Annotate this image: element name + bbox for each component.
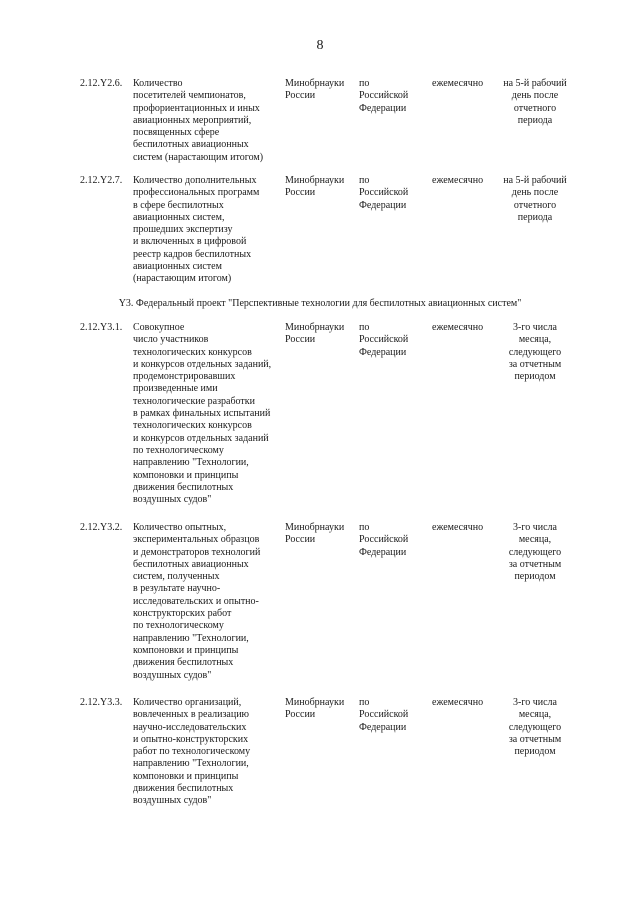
frequency-line: ежемесячно bbox=[432, 78, 484, 89]
indicator-name-line: систем, полученных bbox=[133, 571, 220, 583]
deadline bbox=[497, 522, 573, 583]
row-code-line: 2.12.Y3.2. bbox=[80, 522, 123, 533]
indicator-name-line: конструкторских работ bbox=[133, 608, 232, 620]
deadline-line: отчетного bbox=[513, 102, 557, 114]
indicator-name-line: (нарастающим итогом) bbox=[133, 273, 232, 285]
indicator-name-line: воздушных судов" bbox=[133, 494, 212, 506]
indicator-name-line: исследовательских и опытно- bbox=[133, 595, 259, 607]
aggregation-level-line: Российской bbox=[359, 534, 409, 546]
indicator-name-line: движения беспилотных bbox=[133, 657, 234, 669]
aggregation-level-line: по bbox=[359, 78, 370, 89]
aggregation-level bbox=[359, 175, 429, 212]
indicator-name-line: воздушных судов" bbox=[133, 669, 212, 681]
row-code-line: 2.12.Y2.7. bbox=[80, 175, 123, 186]
indicator-name-line: технологических конкурсов bbox=[133, 420, 252, 432]
indicator-name-line: воздушных судов" bbox=[133, 795, 212, 807]
aggregation-level bbox=[359, 697, 429, 734]
frequency-line: ежемесячно bbox=[432, 697, 484, 708]
indicator-name-line: число участников bbox=[133, 334, 209, 346]
indicator-name bbox=[133, 522, 283, 682]
indicator-name-line: направлению "Технологии, bbox=[133, 758, 249, 770]
aggregation-level bbox=[359, 522, 429, 559]
indicator-name-line: движения беспилотных bbox=[133, 481, 234, 493]
indicator-name-line: профориентационных и иных bbox=[133, 102, 260, 114]
indicator-name-line: посетителей чемпионатов, bbox=[133, 90, 246, 102]
aggregation-level-line: Российской bbox=[359, 90, 409, 102]
responsible-org bbox=[285, 697, 357, 722]
deadline-line: периодом bbox=[514, 571, 556, 583]
deadline-line: месяца, bbox=[518, 334, 552, 346]
responsible-org bbox=[285, 522, 357, 547]
indicator-name-line: технологические разработки bbox=[133, 395, 256, 407]
deadline-line: следующего bbox=[508, 346, 562, 358]
row-code bbox=[80, 522, 132, 534]
row-code bbox=[80, 322, 132, 334]
indicator-name-line: беспилотных авиационных bbox=[133, 139, 249, 151]
responsible-org-line: Минобрнауки bbox=[285, 697, 345, 708]
indicator-name-line: движения беспилотных bbox=[133, 783, 234, 795]
aggregation-level-line: по bbox=[359, 697, 370, 708]
indicator-name-line: профессиональных программ bbox=[133, 187, 260, 199]
indicator-name-line: систем (нарастающим итогом) bbox=[133, 151, 264, 163]
indicator-name-line: прошедших экспертизу bbox=[133, 224, 233, 236]
deadline bbox=[497, 78, 573, 127]
aggregation-level bbox=[359, 322, 429, 359]
deadline-line: за отчетным bbox=[508, 358, 562, 370]
frequency-line: ежемесячно bbox=[432, 322, 484, 333]
deadline-line: периодом bbox=[514, 371, 556, 383]
responsible-org-line: России bbox=[285, 534, 316, 546]
responsible-org-line: России bbox=[285, 90, 316, 102]
deadline-line: следующего bbox=[508, 546, 562, 558]
responsible-org bbox=[285, 322, 357, 347]
deadline-line: за отчетным bbox=[508, 733, 562, 745]
aggregation-level-line: по bbox=[359, 175, 370, 186]
indicator-name bbox=[133, 697, 283, 808]
responsible-org-line: России bbox=[285, 334, 316, 346]
indicator-name-line: технологических конкурсов bbox=[133, 346, 252, 358]
deadline-line: день после bbox=[511, 187, 559, 199]
indicator-name-line: и опытно-конструкторских bbox=[133, 733, 249, 745]
indicator-name-line: авиационных систем bbox=[133, 261, 222, 273]
indicator-name-line: по технологическому bbox=[133, 620, 224, 632]
deadline-line: месяца, bbox=[518, 534, 552, 546]
indicator-name-line: вовлеченных в реализацию bbox=[133, 709, 250, 721]
indicator-name-line: компоновки и принципы bbox=[133, 644, 239, 656]
aggregation-level-line: Федерации bbox=[359, 546, 407, 558]
frequency bbox=[432, 522, 496, 534]
indicator-name-line: компоновки и принципы bbox=[133, 469, 239, 481]
responsible-org bbox=[285, 175, 357, 200]
row-code bbox=[80, 78, 132, 90]
indicator-name-line: направлению "Технологии, bbox=[133, 457, 249, 469]
indicator-name-line: беспилотных авиационных bbox=[133, 558, 249, 570]
frequency bbox=[432, 175, 496, 187]
indicator-name-line: Количество организаций, bbox=[133, 697, 242, 708]
indicator-name-line: посвященных сфере bbox=[133, 127, 220, 139]
responsible-org-line: Минобрнауки bbox=[285, 175, 345, 186]
responsible-org-line: России bbox=[285, 187, 316, 199]
row-code-line: 2.12.Y3.3. bbox=[80, 697, 123, 708]
indicator-name bbox=[133, 322, 283, 506]
aggregation-level-line: Федерации bbox=[359, 346, 407, 358]
indicator-name-line: Количество bbox=[133, 78, 183, 89]
indicator-name-line: Количество дополнительных bbox=[133, 175, 257, 186]
frequency bbox=[432, 322, 496, 334]
deadline-line: на 5-й рабочий bbox=[503, 78, 567, 89]
indicator-name-line: авиационных систем, bbox=[133, 211, 225, 223]
deadline bbox=[497, 175, 573, 224]
indicator-name-line: Количество опытных, bbox=[133, 522, 227, 533]
indicator-name-line: авиационных мероприятий, bbox=[133, 114, 252, 126]
indicator-name-line: продемонстрировавших bbox=[133, 371, 236, 383]
row-code-line: 2.12.Y3.1. bbox=[80, 322, 123, 333]
indicator-name-line: произведенные ими bbox=[133, 383, 218, 395]
indicator-name-line: в рамках финальных испытаний bbox=[133, 408, 271, 420]
deadline-line: 3-го числа bbox=[513, 697, 557, 708]
responsible-org-line: Минобрнауки bbox=[285, 322, 345, 333]
row-code bbox=[80, 175, 132, 187]
indicator-name-line: направлению "Технологии, bbox=[133, 632, 249, 644]
aggregation-level-line: Федерации bbox=[359, 199, 407, 211]
indicator-name-line: научно-исследовательских bbox=[133, 721, 247, 733]
page-number: 8 bbox=[316, 38, 324, 53]
section-title: Y3. Федеральный проект "Перспективные технологии для беспилотных авиационных систем" bbox=[118, 298, 522, 309]
deadline-line: периода bbox=[517, 114, 553, 126]
indicator-name-line: и конкурсов отдельных заданий, bbox=[133, 358, 272, 370]
aggregation-level-line: Федерации bbox=[359, 721, 407, 733]
indicator-name-line: в результате научно- bbox=[133, 583, 221, 595]
deadline bbox=[497, 697, 573, 758]
deadline-line: 3-го числа bbox=[513, 522, 557, 533]
deadline-line: 3-го числа bbox=[513, 322, 557, 333]
aggregation-level-line: Российской bbox=[359, 334, 409, 346]
deadline-line: на 5-й рабочий bbox=[503, 175, 567, 186]
indicator-name-line: экспериментальных образцов bbox=[133, 534, 260, 546]
indicator-name-line: реестр кадров беспилотных bbox=[133, 248, 252, 260]
aggregation-level-line: Федерации bbox=[359, 102, 407, 114]
frequency bbox=[432, 78, 496, 90]
deadline-line: периода bbox=[517, 211, 553, 223]
frequency-line: ежемесячно bbox=[432, 522, 484, 533]
indicator-name-line: работ по технологическому bbox=[133, 746, 251, 758]
deadline-line: месяца, bbox=[518, 709, 552, 721]
indicator-name-line: и демонстраторов технологий bbox=[133, 546, 261, 558]
aggregation-level-line: Российской bbox=[359, 709, 409, 721]
deadline-line: за отчетным bbox=[508, 558, 562, 570]
aggregation-level-line: по bbox=[359, 522, 370, 533]
indicator-name-line: по технологическому bbox=[133, 444, 224, 456]
aggregation-level-line: Российской bbox=[359, 187, 409, 199]
indicator-name bbox=[133, 78, 283, 164]
deadline bbox=[497, 322, 573, 383]
indicator-name-line: и конкурсов отдельных заданий bbox=[133, 432, 269, 444]
aggregation-level bbox=[359, 78, 429, 115]
deadline-line: день после bbox=[511, 90, 559, 102]
responsible-org-line: Минобрнауки bbox=[285, 78, 345, 89]
frequency bbox=[432, 697, 496, 709]
indicator-name-line: и включенных в цифровой bbox=[133, 236, 247, 248]
responsible-org bbox=[285, 78, 357, 103]
indicator-name-line: компоновки и принципы bbox=[133, 770, 239, 782]
responsible-org-line: Минобрнауки bbox=[285, 522, 345, 533]
row-code bbox=[80, 697, 132, 709]
deadline-line: следующего bbox=[508, 721, 562, 733]
indicator-name-line: в сфере беспилотных bbox=[133, 199, 224, 211]
deadline-line: отчетного bbox=[513, 199, 557, 211]
frequency-line: ежемесячно bbox=[432, 175, 484, 186]
indicator-name-line: Совокупное bbox=[133, 322, 185, 333]
row-code-line: 2.12.Y2.6. bbox=[80, 78, 123, 89]
responsible-org-line: России bbox=[285, 709, 316, 721]
deadline-line: периодом bbox=[514, 746, 556, 758]
aggregation-level-line: по bbox=[359, 322, 370, 333]
indicator-name bbox=[133, 175, 283, 286]
